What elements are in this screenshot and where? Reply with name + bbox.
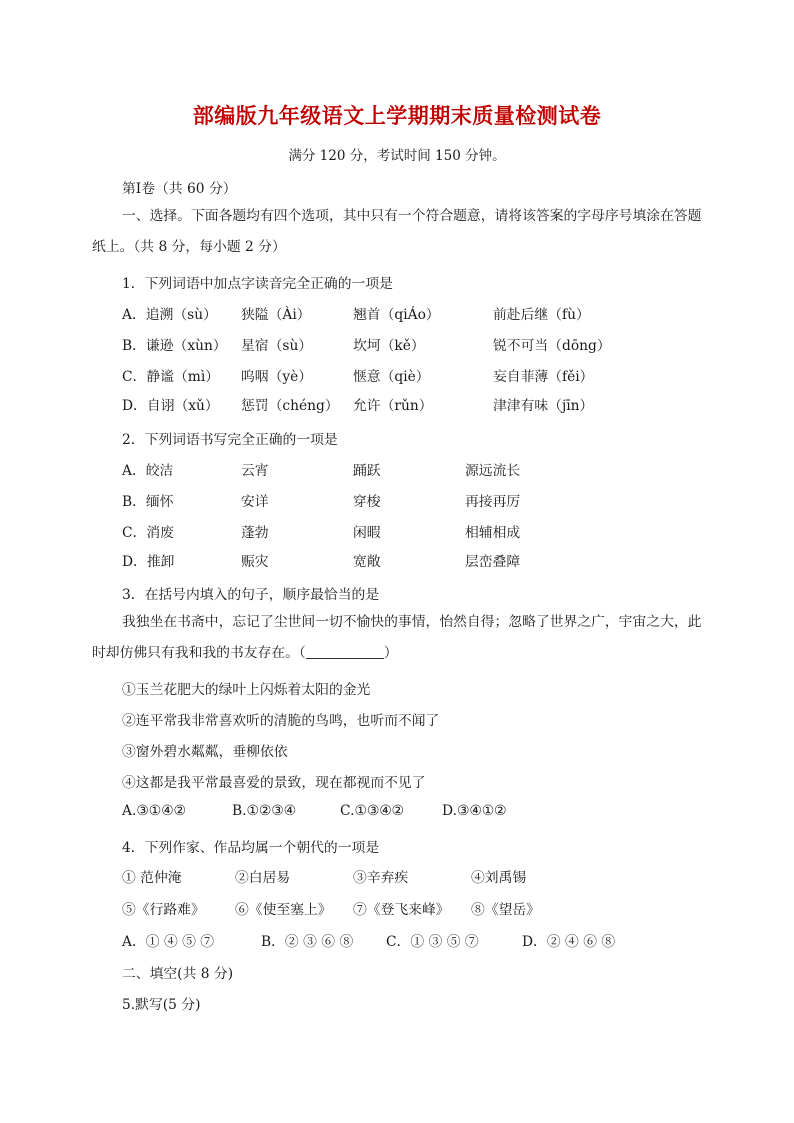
q1-option-cell: 坎坷（kě）: [353, 338, 425, 354]
q4-option-b: B．② ③ ⑥ ⑧: [261, 934, 354, 950]
q4-item: ⑥《使至塞上》: [235, 902, 332, 918]
q3-stem: 3．在括号内填入的句子，顺序最恰当的是: [122, 587, 380, 603]
section2-heading: 二、填空(共 8 分): [122, 966, 234, 982]
q3-sentence: ①玉兰花肥大的绿叶上闪烁着太阳的金光: [122, 682, 371, 698]
q1-stem: 1．下列词语中加点字读音完全正确的一项是: [122, 276, 393, 292]
q2-option-cell: 宽敞: [353, 554, 381, 570]
page-title: 部编版九年级语文上学期期末质量检测试卷: [192, 103, 602, 128]
q3-sentence: ③窗外碧水粼粼，垂柳依依: [122, 744, 288, 760]
q1-option-cell: 翘首（qiÁo）: [353, 307, 440, 323]
q4-item: ④刘禹锡: [471, 870, 527, 886]
q4-stem: 4．下列作家、作品均属一个朝代的一项是: [122, 840, 380, 856]
q3-option-d: D.③④①②: [442, 803, 507, 819]
q2-option-a: A．皎洁: [122, 463, 174, 479]
q3-sentence: ②连平常我非常喜欢听的清脆的鸟鸣，也听而不闻了: [122, 713, 440, 729]
q3-option-a: A.③①④②: [122, 803, 186, 819]
q4-item: ⑧《望岳》: [471, 902, 540, 918]
q2-option-cell: 赈灾: [241, 554, 269, 570]
q3-option-c: C.①③④②: [340, 803, 404, 819]
answer-blank: [306, 644, 384, 659]
q2-option-cell: 安详: [241, 494, 269, 510]
q1-option-b: B．谦逊（xùn）: [122, 338, 227, 354]
q3-option-b: B.①②③④: [232, 803, 296, 819]
q2-option-cell: 相辅相成: [465, 525, 521, 541]
exam-info: 满分 120 分，考试时间 150 分钟。: [288, 148, 506, 164]
q1-option-cell: 妄自菲薄（fěi）: [493, 369, 594, 385]
q2-option-b: B．缅怀: [122, 494, 174, 510]
q4-option-d: D．② ④ ⑥ ⑧: [522, 934, 616, 950]
q2-option-cell: 再接再厉: [465, 494, 521, 510]
q1-option-cell: 锐不可当（dōng）: [493, 338, 611, 354]
q1-option-cell: 津津有味（jīn）: [493, 398, 594, 414]
q3-passage-end: ）: [383, 645, 398, 661]
q4-item: ⑤《行路难》: [122, 902, 205, 918]
q1-option-cell: 呜咽（yè）: [241, 369, 313, 385]
q2-option-cell: 层峦叠障: [465, 554, 521, 570]
q4-option-c: C．① ③ ⑤ ⑦: [386, 934, 479, 950]
q4-item: ⑦《登飞来峰》: [353, 902, 450, 918]
q2-option-cell: 云宵: [241, 463, 269, 479]
q4-item: ③辛弃疾: [353, 870, 409, 886]
q3-passage-text: 我独坐在书斋中，忘记了尘世间一切不愉快的事情，怡然自得；忽略了世界之广，宇宙之大，此时却仿佛只有我和我的书友存在。（: [92, 614, 702, 661]
q1-option-cell: 前赴后继（fù）: [493, 307, 590, 323]
q1-option-cell: 狭隘（Ài）: [241, 307, 311, 323]
q2-option-cell: 踊跃: [353, 463, 381, 479]
q4-option-a: A．① ④ ⑤ ⑦: [122, 934, 215, 950]
q1-option-d: D．自诩（xǔ）: [122, 398, 219, 414]
part1-heading: 第Ⅰ卷（共 60 分）: [122, 181, 237, 197]
q3-passage: [92, 607, 702, 669]
q1-option-cell: 允许（rǔn）: [353, 398, 433, 414]
q1-option-c: C．静谧（mì）: [122, 369, 220, 385]
q1-option-cell: 星宿（sù）: [241, 338, 313, 354]
q2-option-cell: 源远流长: [465, 463, 521, 479]
q2-option-d: D．推卸: [122, 554, 175, 570]
q1-option-a: A．追溯（sù）: [122, 307, 217, 323]
q1-option-cell: 惬意（qiè）: [353, 369, 430, 385]
q4-item: ① 范仲淹: [122, 870, 182, 886]
q2-option-cell: 蓬勃: [241, 525, 269, 541]
q2-stem: 2．下列词语书写完全正确的一项是: [122, 432, 338, 448]
q2-option-cell: 穿梭: [353, 494, 381, 510]
q5-stem: 5.默写(5 分): [122, 997, 201, 1013]
q3-sentence: ④这都是我平常最喜爱的景致，现在都视而不见了: [122, 775, 426, 791]
q4-item: ②白居易: [235, 870, 291, 886]
section1-instructions: 一、选择。下面各题均有四个选项，其中只有一个符合题意，请将该答案的字母序号填涂在答题纸上。（共 8 分，每小题 2 分）: [92, 208, 702, 255]
q1-option-cell: 惩罚（chéng）: [241, 398, 339, 414]
q2-option-c: C．消废: [122, 525, 174, 541]
q2-option-cell: 闲暇: [353, 525, 381, 541]
